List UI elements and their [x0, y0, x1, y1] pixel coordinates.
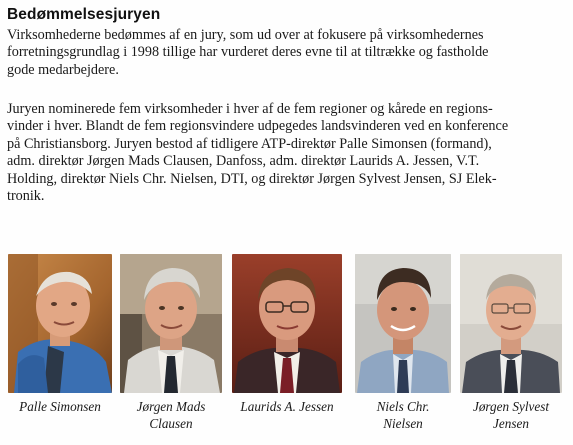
paragraph-line: forretningsgrundlag i 1998 tillige har vurderet deres evne til at tiltrække og fastholde: [7, 44, 489, 61]
paragraph-line: Juryen nominerede fem virksomheder i hver af de fem regioner og kårede en regions-: [7, 101, 493, 117]
portrait-caption: [355, 398, 451, 432]
portrait-caption: [226, 398, 348, 415]
portrait-photo-jorgen-mads-clausen: [120, 254, 222, 393]
caption-line: Laurids A. Jessen: [240, 399, 334, 414]
paragraph-line: adm. direktør Jørgen Mads Clausen, Danfoss, adm. direktør Laurids A. Jessen, V.T.: [7, 153, 480, 170]
caption-line: Jensen: [493, 416, 529, 431]
portrait-photo-jorgen-sylvest-jensen: [460, 254, 562, 393]
caption-line: Jørgen Mads: [136, 399, 206, 414]
paragraph-line: gode medarbejdere.: [7, 61, 119, 78]
portrait-caption: [120, 398, 222, 432]
caption-line: Nielsen: [383, 416, 423, 431]
portrait-photo-laurids-a-jessen: [232, 254, 342, 393]
section-heading: Bedømmelsesjuryen: [7, 6, 161, 23]
portrait-photo-palle-simonsen: [8, 254, 112, 393]
portrait-caption: [8, 398, 112, 415]
caption-line: Jørgen Sylvest: [472, 399, 550, 414]
paragraph-line: Holding, direktør Niels Chr. Nielsen, DTI, og direktør Jørgen Sylvest Jensen, SJ Elek-: [7, 170, 497, 187]
caption-line: Palle Simonsen: [19, 399, 101, 414]
portrait-photo-niels-chr-nielsen: [355, 254, 451, 393]
portrait-caption: [455, 398, 567, 432]
paragraph-line: Virksomhederne bedømmes af en jury, som ud over at fokusere på virksomhedernes: [7, 27, 484, 43]
paragraph-line: tronik.: [7, 188, 45, 205]
paragraph-line: vinder i hver. Blandt de fem regionsvindere udpegedes landsvinderen ved en konference: [7, 118, 509, 135]
jury-paragraph: [7, 101, 569, 205]
intro-paragraph: [7, 27, 569, 79]
paragraph-line: på Christiansborg. Juryen bestod af tidligere ATP-direktør Palle Simonsen (formand),: [7, 135, 492, 152]
caption-line: Clausen: [149, 416, 193, 431]
caption-line: Niels Chr.: [376, 399, 430, 414]
